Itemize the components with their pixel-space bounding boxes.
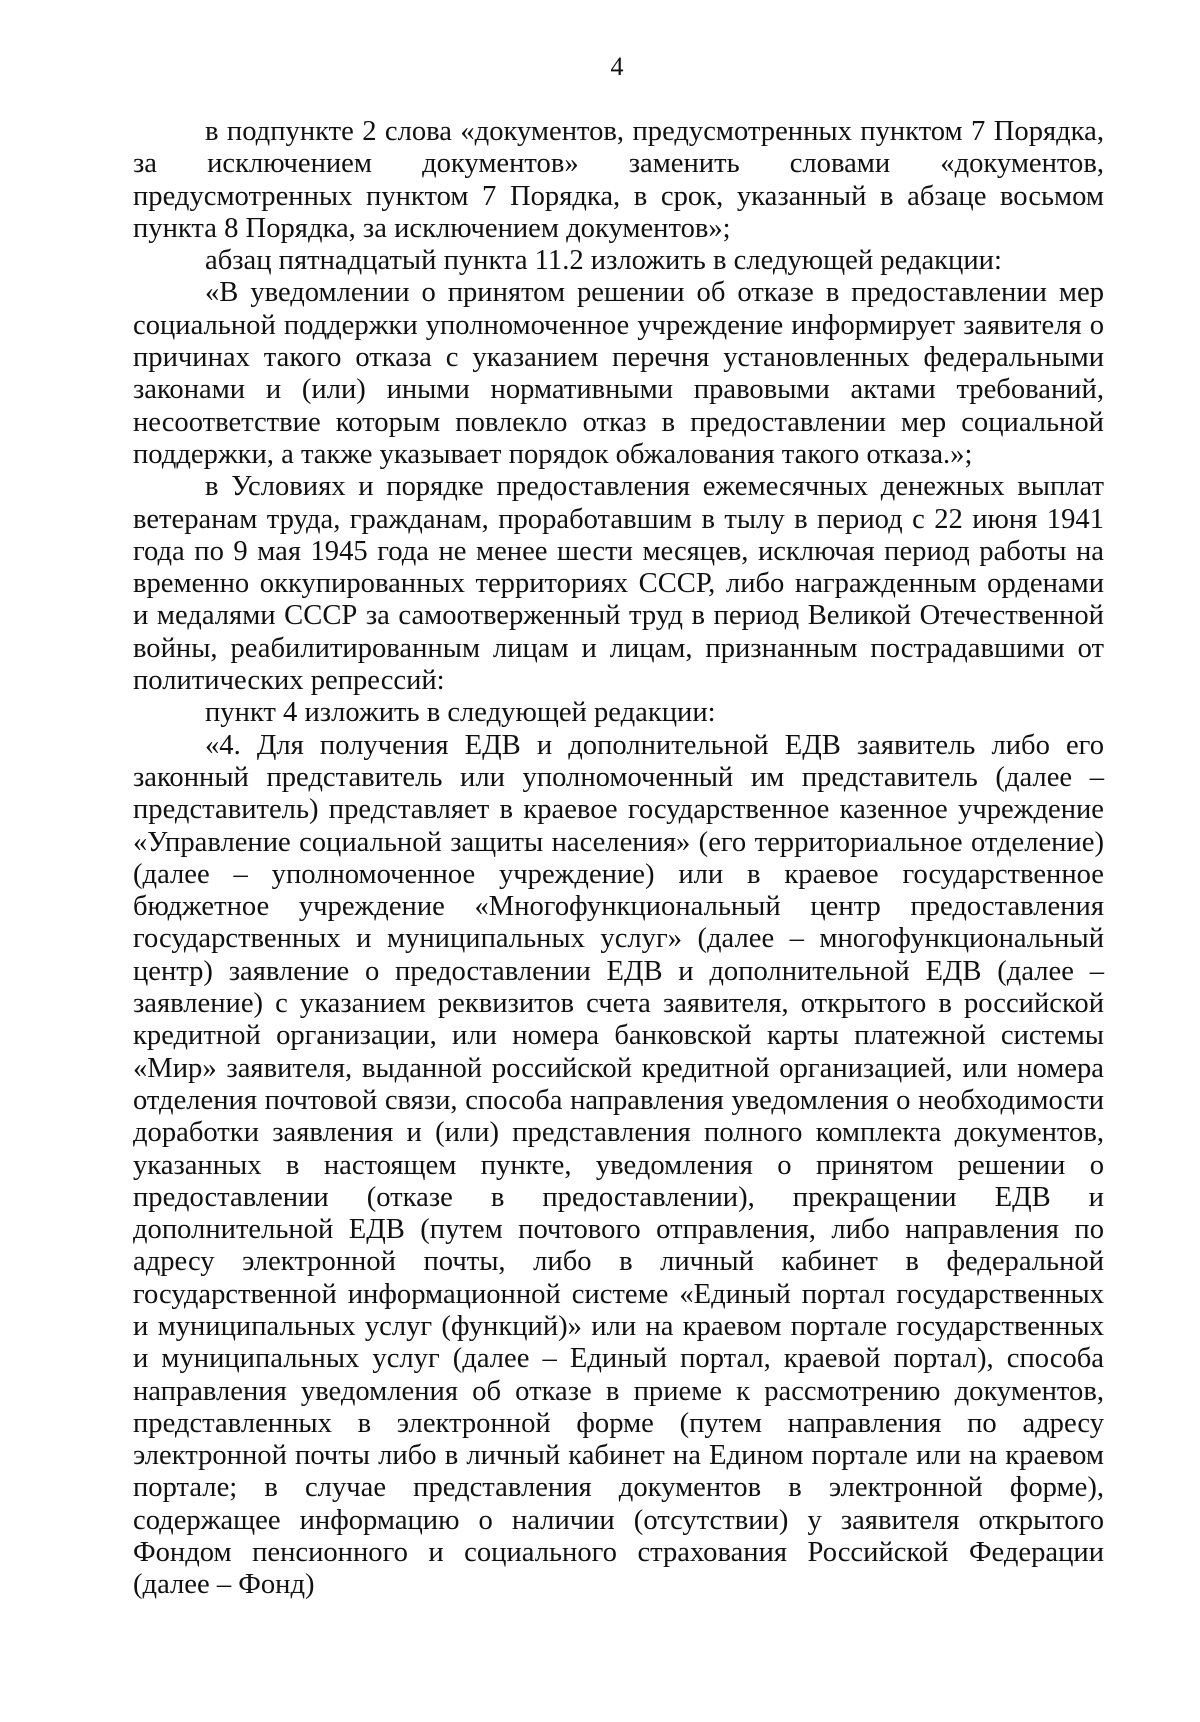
paragraph-refusal-notice-text: «В уведомлении о принятом решении об отказе в предоставлении мер социальной поддержки уполномоченное учреждение информирует заявителя о причинах такого отказа с указанием перечня установленных федеральными законами и (или) иными нормативными правовыми актами требований, несоответствие которым повлекло отказ в предоставлении мер социальной поддержки, а также указывает порядок обжалования такого отказа.»; [133,277,1104,470]
paragraph-clause-11-2-intro: абзац пятнадцатый пункта 11.2 изложить в следующей редакции: [205,245,1002,277]
paragraph-clause-4-text: «4. Для получения ЕДВ и дополнительной ЕДВ заявитель либо его законный представитель или уполномоченный им представитель (далее – представитель) представляет в краевое государственное казенное учреждение «Управление социальной защиты населения» (его территориальное отделение) (далее – уполномоченное учреждение) или в краевое государственное бюджетное учреждение «Многофункциональный центр предоставления государственных и муниципальных услуг» (далее – многофункциональный центр) заявление о предоставлении ЕДВ и дополнительной ЕДВ (далее – заявление) с указанием реквизитов счета заявителя, открытого в российской кредитной организации, или номера банковской карты платежной системы «Мир» заявителя, выданной российской кредитной организацией, или номера отделения почтовой связи, способа направления уведомления о необходимости доработки заявления и (или) представления полного комплекта документов, указанных в настоящем пункте, уведомления о принятом решении о предоставлении (отказе в предоставлении), прекращении ЕДВ и дополнительной ЕДВ (путем почтового отправления, либо направления по адресу электронной почты, либо в личный кабинет в федеральной государственной информационной системе «Единый портал государственных и муниципальных услуг (функций)» или на краевом портале государственных и муниципальных услуг (далее – Единый портал, краевой портал), способа направления уведомления об отказе в приеме к рассмотрению документов, представленных в электронной форме (путем направления по адресу электронной почты либо в личный кабинет на Едином портале или на краевом портале; в случае представления документов в электронной форме), содержащее информацию о наличии (отсутствии) у заявителя открытого Фондом пенсионного и социального страхования Российской Федерации (далее – Фонд) [133,729,1104,1601]
paragraph-monthly-payments-conditions: в Условиях и порядке предоставления ежемесячных денежных выплат ветеранам труда, гражданам, проработавшим в тылу в период с 22 июня 1941 года по 9 мая 1945 года не менее шести месяцев, исключая период работы на временно оккупированных территориях СССР, либо награжденным орденами и медалями СССР за самоотверженный труд в период Великой Отечественной войны, реабилитированным лицам и лицам, признанным пострадавшими от политических репрессий: [133,471,1104,697]
paragraph-clause-4-intro: пункт 4 изложить в следующей редакции: [205,697,716,729]
document-body [133,116,1104,1602]
paragraph-subpoint-2-amendment: в подпункте 2 слова «документов, предусмотренных пунктом 7 Порядка, за исключением документов» заменить словами «документов, предусмотренных пунктом 7 Порядка, в срок, указанный в абзаце восьмом пункта 8 Порядка, за исключением документов»; [133,116,1104,244]
page-number: 4 [610,52,624,81]
